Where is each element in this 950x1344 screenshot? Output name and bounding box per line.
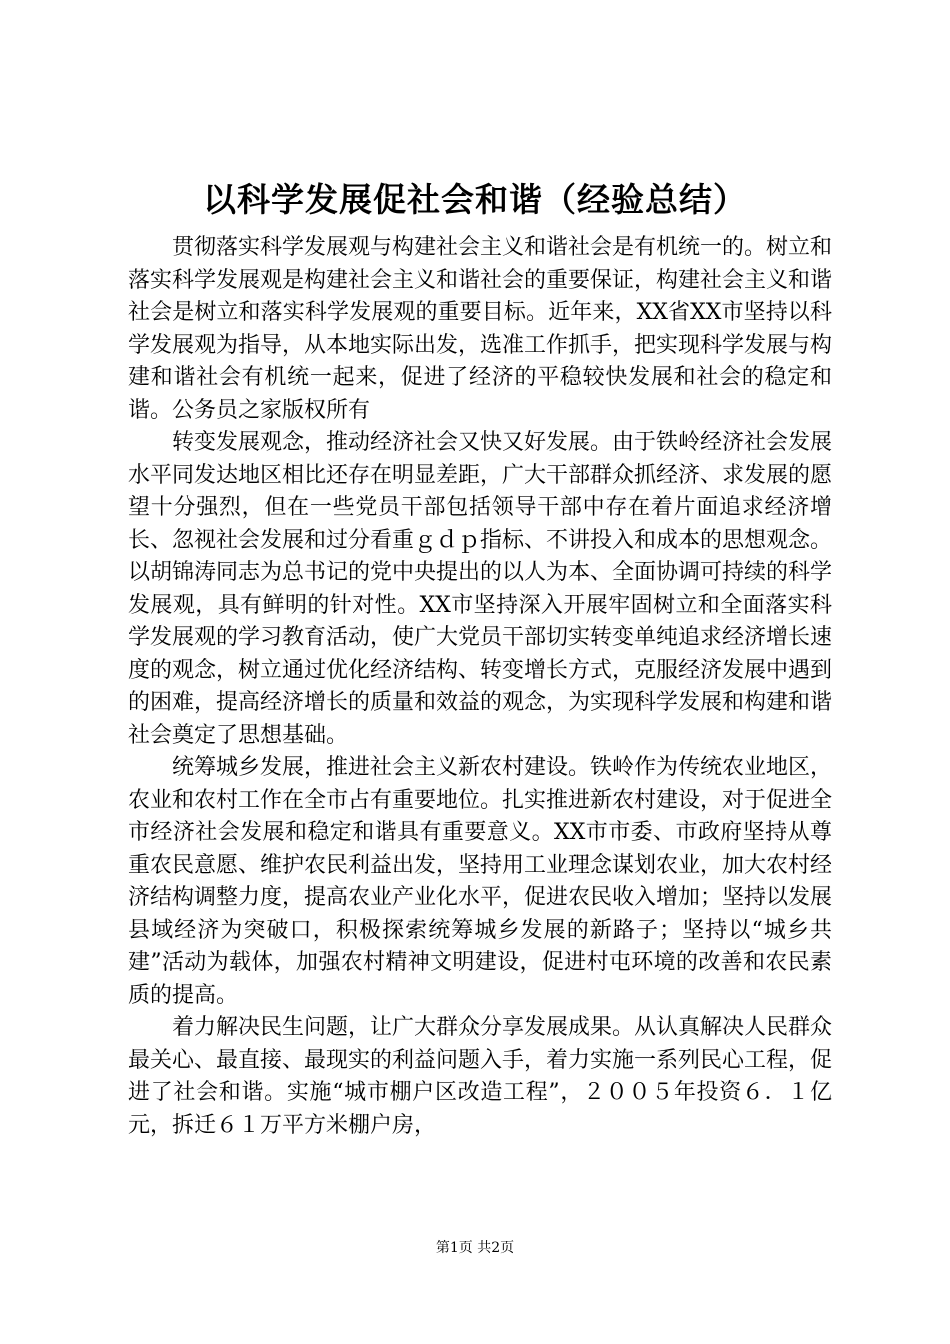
paragraph-intro: 贯彻落实科学发展观与构建社会主义和谐社会是有机统一的。树立和落实科学发展观是构建社会主义和谐社会的重要保证，构建社会主义和谐社会是树立和落实科学发展观的重要目标。近年来，XX省XX市坚持以科学发展观为指导，从本地实际出发，选准工作抓手，把实现科学发展与构建和谐社会有机统一起来，促进了经济的平稳较快发展和社会的稳定和谐。公务员之家版权所有 — [128, 235, 833, 423]
paragraph-development-concept: 转变发展观念，推动经济社会又快又好发展。由于铁岭经济社会发展水平同发达地区相比还存在明显差距，广大干部群众抓经济、求发展的愿望十分强烈，但在一些党员干部包括领导干部中存在着片面追求经济增长、忽视社会发展和过分看重ｇｄｐ指标、不讲投入和成本的思想观念。以胡锦涛同志为总书记的党中央提出的以人为本、全面协调可持续的科学发展观，具有鲜明的针对性。XX市坚持深入开展牢固树立和全面落实科学发展观的学习教育活动，使广大党员干部切实转变单纯追求经济增长速度的观念，树立通过优化经济结构、转变增长方式，克服经济发展中遇到的困难，提高经济增长的质量和效益的观念，为实现科学发展和构建和谐社会奠定了思想基础。 — [128, 430, 833, 748]
paragraph-urban-rural: 统筹城乡发展，推进社会主义新农村建设。铁岭作为传统农业地区，农业和农村工作在全市占有重要地位。扎实推进新农村建设，对于促进全市经济社会发展和稳定和谐具有重要意义。XX市市委、市政府坚持从尊重农民意愿、维护农民利益出发，坚持用工业理念谋划农业，加大农村经济结构调整力度，提高农业产业化水平，促进农民收入增加；坚持以发展县域经济为突破口，积极探索统筹城乡发展的新路子；坚持以“城乡共建”活动为载体，加强农村精神文明建设，促进村屯环境的改善和农民素质的提高。 — [128, 755, 833, 1008]
page-footer: 第1页 共2页 — [435, 1240, 515, 1256]
document-title: 以科学发展促社会和谐（经验总结） — [203, 180, 747, 219]
paragraph-livelihood: 着力解决民生问题，让广大群众分享发展成果。从认真解决人民群众最关心、最直接、最现实的利益问题入手，着力实施一系列民心工程，促进了社会和谐。实施“城市棚户区改造工程”，２００５年投资６．１亿元，拆迁６１万平方米棚户房， — [128, 1015, 833, 1138]
document-body — [128, 232, 832, 1142]
